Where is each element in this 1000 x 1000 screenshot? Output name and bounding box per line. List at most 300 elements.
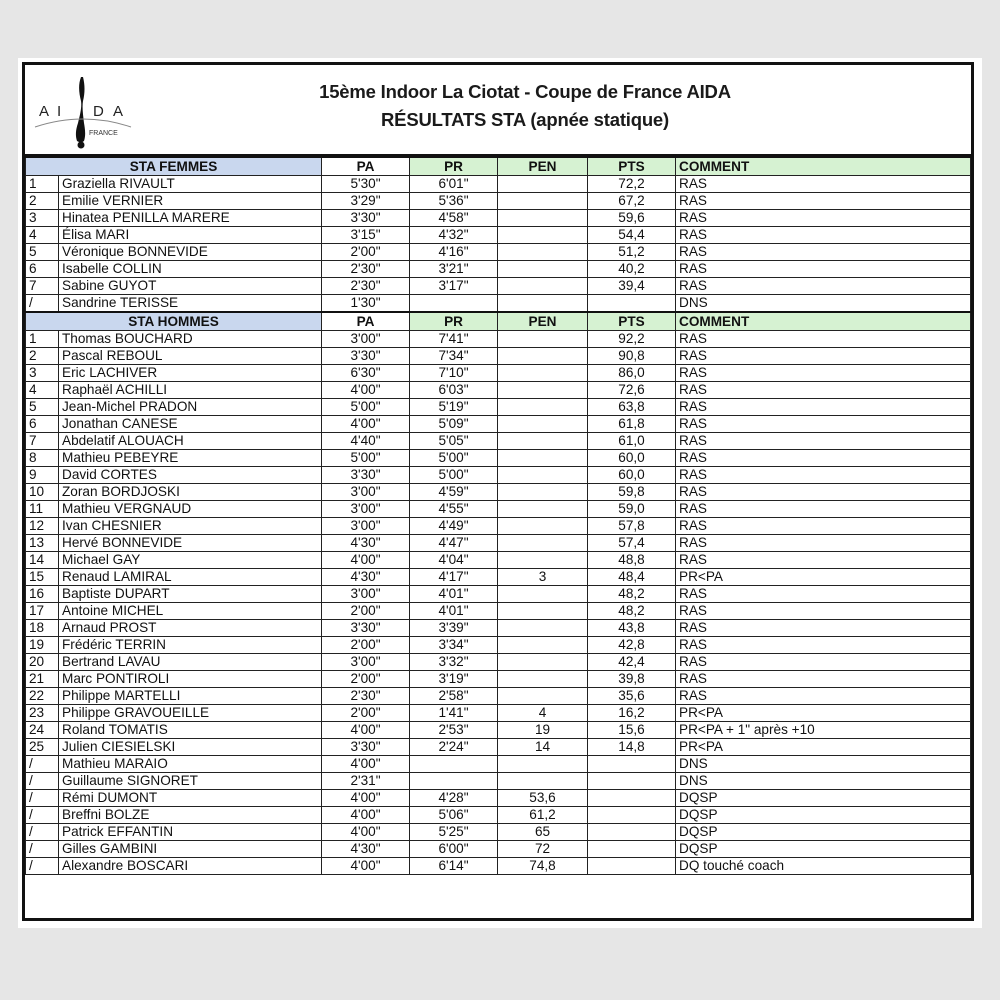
comment-cell: RAS — [676, 603, 971, 620]
comment-cell: RAS — [676, 620, 971, 637]
pa-cell: 2'00" — [322, 244, 410, 261]
table-row — [26, 552, 971, 569]
pa-cell: 5'00" — [322, 399, 410, 416]
pts-cell: 61,0 — [588, 433, 676, 450]
results-sheet — [18, 58, 982, 928]
athlete-name-cell: Julien CIESIELSKI — [59, 739, 322, 756]
section-title: STA HOMMES — [26, 312, 322, 331]
comment-cell: DQSP — [676, 824, 971, 841]
pts-cell — [588, 773, 676, 790]
table-row — [26, 416, 971, 433]
rank-cell: 8 — [26, 450, 59, 467]
rank-cell: 3 — [26, 210, 59, 227]
pa-cell: 4'40" — [322, 433, 410, 450]
rank-cell: 5 — [26, 244, 59, 261]
comment-cell: RAS — [676, 688, 971, 705]
pts-cell: 86,0 — [588, 365, 676, 382]
pts-cell: 92,2 — [588, 331, 676, 348]
pa-cell: 4'00" — [322, 756, 410, 773]
comment-cell: RAS — [676, 210, 971, 227]
pts-cell: 72,2 — [588, 176, 676, 193]
pr-cell: 4'16" — [410, 244, 498, 261]
pa-cell: 4'30" — [322, 535, 410, 552]
pr-cell: 2'53" — [410, 722, 498, 739]
rank-cell: 19 — [26, 637, 59, 654]
pen-cell — [498, 193, 588, 210]
rank-cell: 25 — [26, 739, 59, 756]
pts-cell: 35,6 — [588, 688, 676, 705]
table-row — [26, 705, 971, 722]
pts-cell: 42,8 — [588, 637, 676, 654]
column-header-pts: PTS — [588, 312, 676, 331]
table-row — [26, 399, 971, 416]
pen-cell — [498, 416, 588, 433]
comment-cell: RAS — [676, 671, 971, 688]
rank-cell: 1 — [26, 331, 59, 348]
athlete-name-cell: Raphaël ACHILLI — [59, 382, 322, 399]
pen-cell — [498, 637, 588, 654]
pr-cell: 2'24" — [410, 739, 498, 756]
pa-cell: 4'00" — [322, 790, 410, 807]
pr-cell: 4'47" — [410, 535, 498, 552]
pen-cell: 3 — [498, 569, 588, 586]
table-row — [26, 348, 971, 365]
comment-cell: RAS — [676, 467, 971, 484]
column-header-pts: PTS — [588, 157, 676, 176]
pr-cell: 4'01" — [410, 586, 498, 603]
pts-cell — [588, 756, 676, 773]
athlete-name-cell: Philippe GRAVOUEILLE — [59, 705, 322, 722]
table-row — [26, 739, 971, 756]
rank-cell: 6 — [26, 261, 59, 278]
column-header-pa: PA — [322, 157, 410, 176]
pa-cell: 3'30" — [322, 620, 410, 637]
athlete-name-cell: Arnaud PROST — [59, 620, 322, 637]
rank-cell: 16 — [26, 586, 59, 603]
pts-cell: 48,2 — [588, 603, 676, 620]
table-row — [26, 210, 971, 227]
rank-cell: 7 — [26, 278, 59, 295]
pen-cell — [498, 501, 588, 518]
pen-cell: 4 — [498, 705, 588, 722]
pts-cell: 39,8 — [588, 671, 676, 688]
rank-cell: 23 — [26, 705, 59, 722]
rank-cell: / — [26, 807, 59, 824]
table-row — [26, 382, 971, 399]
results-body — [26, 157, 971, 875]
table-row — [26, 671, 971, 688]
pr-cell: 5'09" — [410, 416, 498, 433]
pa-cell: 2'00" — [322, 603, 410, 620]
pa-cell: 4'00" — [322, 416, 410, 433]
athlete-name-cell: Philippe MARTELLI — [59, 688, 322, 705]
rank-cell: 9 — [26, 467, 59, 484]
pts-cell: 14,8 — [588, 739, 676, 756]
pts-cell — [588, 790, 676, 807]
pen-cell — [498, 484, 588, 501]
pr-cell: 7'34" — [410, 348, 498, 365]
comment-cell: RAS — [676, 637, 971, 654]
pts-cell: 43,8 — [588, 620, 676, 637]
rank-cell: 20 — [26, 654, 59, 671]
column-header-pen: PEN — [498, 312, 588, 331]
comment-cell: RAS — [676, 416, 971, 433]
pen-cell — [498, 603, 588, 620]
document-subtitle: RÉSULTATS STA (apnée statique) — [381, 109, 669, 130]
table-row — [26, 569, 971, 586]
title-block — [185, 81, 865, 131]
pen-cell — [498, 671, 588, 688]
column-header-pa: PA — [322, 312, 410, 331]
athlete-name-cell: Élisa MARI — [59, 227, 322, 244]
pa-cell: 3'00" — [322, 331, 410, 348]
comment-cell: RAS — [676, 278, 971, 295]
comment-cell: RAS — [676, 176, 971, 193]
pa-cell: 4'00" — [322, 552, 410, 569]
results-table — [25, 156, 971, 875]
pts-cell: 51,2 — [588, 244, 676, 261]
pen-cell — [498, 467, 588, 484]
results-frame — [22, 62, 974, 921]
athlete-name-cell: Mathieu PEBEYRE — [59, 450, 322, 467]
pr-cell: 4'58" — [410, 210, 498, 227]
diver-silhouette-icon — [76, 77, 85, 143]
comment-cell: DNS — [676, 773, 971, 790]
table-row — [26, 773, 971, 790]
pen-cell — [498, 450, 588, 467]
pr-cell — [410, 773, 498, 790]
comment-cell: RAS — [676, 433, 971, 450]
pa-cell: 3'15" — [322, 227, 410, 244]
pen-cell: 74,8 — [498, 858, 588, 875]
pen-cell: 53,6 — [498, 790, 588, 807]
rank-cell: 24 — [26, 722, 59, 739]
rank-cell: 18 — [26, 620, 59, 637]
pr-cell: 5'25" — [410, 824, 498, 841]
rank-cell: 2 — [26, 193, 59, 210]
pa-cell: 4'00" — [322, 824, 410, 841]
pts-cell — [588, 295, 676, 313]
rank-cell: / — [26, 756, 59, 773]
pr-cell: 3'17" — [410, 278, 498, 295]
table-row — [26, 756, 971, 773]
comment-cell: RAS — [676, 348, 971, 365]
pr-cell: 5'00" — [410, 450, 498, 467]
pa-cell: 5'30" — [322, 176, 410, 193]
pts-cell: 60,0 — [588, 467, 676, 484]
rank-cell: 13 — [26, 535, 59, 552]
aida-logo — [31, 71, 135, 149]
document-title: 15ème Indoor La Ciotat - Coupe de France AIDA — [319, 81, 731, 102]
pts-cell — [588, 824, 676, 841]
athlete-name-cell: Gilles GAMBINI — [59, 841, 322, 858]
pa-cell: 3'30" — [322, 739, 410, 756]
pen-cell — [498, 518, 588, 535]
athlete-name-cell: Bertrand LAVAU — [59, 654, 322, 671]
pts-cell — [588, 841, 676, 858]
comment-cell: RAS — [676, 535, 971, 552]
pts-cell: 63,8 — [588, 399, 676, 416]
pen-cell — [498, 348, 588, 365]
comment-cell: RAS — [676, 365, 971, 382]
section-header-row — [26, 157, 971, 176]
pts-cell: 59,0 — [588, 501, 676, 518]
pen-cell — [498, 365, 588, 382]
table-row — [26, 586, 971, 603]
rank-cell: / — [26, 773, 59, 790]
pa-cell: 3'30" — [322, 348, 410, 365]
pen-cell — [498, 688, 588, 705]
pa-cell: 3'00" — [322, 654, 410, 671]
comment-cell: RAS — [676, 484, 971, 501]
comment-cell: RAS — [676, 382, 971, 399]
pen-cell — [498, 227, 588, 244]
pr-cell: 5'36" — [410, 193, 498, 210]
pr-cell: 7'41" — [410, 331, 498, 348]
pa-cell: 5'00" — [322, 450, 410, 467]
table-row — [26, 365, 971, 382]
table-row — [26, 824, 971, 841]
section-header-row — [26, 312, 971, 331]
pa-cell: 2'00" — [322, 705, 410, 722]
pa-cell: 4'00" — [322, 807, 410, 824]
comment-cell: RAS — [676, 586, 971, 603]
comment-cell: PR<PA — [676, 739, 971, 756]
logo-letter-d: D — [93, 103, 104, 120]
comment-cell: RAS — [676, 501, 971, 518]
comment-cell: DQSP — [676, 807, 971, 824]
rank-cell: / — [26, 858, 59, 875]
pa-cell: 3'00" — [322, 586, 410, 603]
pts-cell: 60,0 — [588, 450, 676, 467]
comment-cell: DQSP — [676, 790, 971, 807]
comment-cell: RAS — [676, 193, 971, 210]
pts-cell: 59,6 — [588, 210, 676, 227]
pa-cell: 4'00" — [322, 722, 410, 739]
pen-cell: 61,2 — [498, 807, 588, 824]
athlete-name-cell: Eric LACHIVER — [59, 365, 322, 382]
pa-cell: 4'30" — [322, 841, 410, 858]
pen-cell — [498, 295, 588, 313]
athlete-name-cell: Hinatea PENILLA MARERE — [59, 210, 322, 227]
pr-cell: 5'06" — [410, 807, 498, 824]
pts-cell: 48,8 — [588, 552, 676, 569]
athlete-name-cell: Renaud LAMIRAL — [59, 569, 322, 586]
pa-cell: 2'00" — [322, 671, 410, 688]
pr-cell: 4'01" — [410, 603, 498, 620]
rank-cell: / — [26, 824, 59, 841]
rank-cell: / — [26, 295, 59, 313]
pts-cell: 59,8 — [588, 484, 676, 501]
pts-cell: 48,2 — [588, 586, 676, 603]
pr-cell: 2'58" — [410, 688, 498, 705]
pen-cell — [498, 176, 588, 193]
pa-cell: 2'31" — [322, 773, 410, 790]
rank-cell: / — [26, 841, 59, 858]
athlete-name-cell: Ivan CHESNIER — [59, 518, 322, 535]
rank-cell: 11 — [26, 501, 59, 518]
pen-cell: 65 — [498, 824, 588, 841]
rank-cell: 22 — [26, 688, 59, 705]
table-row — [26, 790, 971, 807]
pa-cell: 3'00" — [322, 501, 410, 518]
rank-cell: 6 — [26, 416, 59, 433]
athlete-name-cell: Guillaume SIGNORET — [59, 773, 322, 790]
table-row — [26, 484, 971, 501]
rank-cell: 4 — [26, 227, 59, 244]
table-row — [26, 193, 971, 210]
pr-cell: 4'59" — [410, 484, 498, 501]
table-row — [26, 620, 971, 637]
athlete-name-cell: Rémi DUMONT — [59, 790, 322, 807]
athlete-name-cell: Marc PONTIROLI — [59, 671, 322, 688]
pts-cell: 72,6 — [588, 382, 676, 399]
table-row — [26, 261, 971, 278]
logo-subtext: FRANCE — [89, 130, 118, 137]
column-header-pr: PR — [410, 157, 498, 176]
athlete-name-cell: Isabelle COLLIN — [59, 261, 322, 278]
pa-cell: 4'30" — [322, 569, 410, 586]
table-row — [26, 535, 971, 552]
pr-cell: 4'49" — [410, 518, 498, 535]
pr-cell: 3'21" — [410, 261, 498, 278]
pen-cell: 14 — [498, 739, 588, 756]
athlete-name-cell: Véronique BONNEVIDE — [59, 244, 322, 261]
pen-cell: 72 — [498, 841, 588, 858]
rank-cell: 7 — [26, 433, 59, 450]
rank-cell: 3 — [26, 365, 59, 382]
rank-cell: 1 — [26, 176, 59, 193]
athlete-name-cell: Zoran BORDJOSKI — [59, 484, 322, 501]
table-row — [26, 518, 971, 535]
pen-cell: 19 — [498, 722, 588, 739]
comment-cell: PR<PA — [676, 569, 971, 586]
table-row — [26, 637, 971, 654]
comment-cell: RAS — [676, 227, 971, 244]
athlete-name-cell: Michael GAY — [59, 552, 322, 569]
athlete-name-cell: Hervé BONNEVIDE — [59, 535, 322, 552]
comment-cell: DNS — [676, 295, 971, 313]
comment-cell: RAS — [676, 450, 971, 467]
pr-cell: 5'05" — [410, 433, 498, 450]
pen-cell — [498, 552, 588, 569]
pen-cell — [498, 620, 588, 637]
rank-cell: 15 — [26, 569, 59, 586]
table-row — [26, 603, 971, 620]
pr-cell: 4'17" — [410, 569, 498, 586]
athlete-name-cell: Mathieu VERGNAUD — [59, 501, 322, 518]
rank-cell: 17 — [26, 603, 59, 620]
pts-cell: 40,2 — [588, 261, 676, 278]
pts-cell — [588, 858, 676, 875]
pa-cell: 3'30" — [322, 467, 410, 484]
pa-cell: 3'00" — [322, 518, 410, 535]
pen-cell — [498, 244, 588, 261]
athlete-name-cell: Antoine MICHEL — [59, 603, 322, 620]
pa-cell: 2'30" — [322, 278, 410, 295]
pr-cell: 5'00" — [410, 467, 498, 484]
pen-cell — [498, 586, 588, 603]
pen-cell — [498, 535, 588, 552]
pts-cell: 67,2 — [588, 193, 676, 210]
pts-cell: 57,8 — [588, 518, 676, 535]
pr-cell: 6'00" — [410, 841, 498, 858]
table-row — [26, 295, 971, 313]
pr-cell: 4'04" — [410, 552, 498, 569]
pen-cell — [498, 331, 588, 348]
pr-cell: 4'55" — [410, 501, 498, 518]
athlete-name-cell: Sandrine TERISSE — [59, 295, 322, 313]
rank-cell: 14 — [26, 552, 59, 569]
table-row — [26, 450, 971, 467]
pen-cell — [498, 773, 588, 790]
pts-cell: 48,4 — [588, 569, 676, 586]
athlete-name-cell: Breffni BOLZE — [59, 807, 322, 824]
pr-cell: 5'19" — [410, 399, 498, 416]
table-row — [26, 433, 971, 450]
rank-cell: 5 — [26, 399, 59, 416]
pen-cell — [498, 399, 588, 416]
pts-cell: 90,8 — [588, 348, 676, 365]
athlete-name-cell: Frédéric TERRIN — [59, 637, 322, 654]
rank-cell: 21 — [26, 671, 59, 688]
pr-cell: 3'19" — [410, 671, 498, 688]
pa-cell: 4'00" — [322, 858, 410, 875]
pen-cell — [498, 433, 588, 450]
pa-cell: 3'30" — [322, 210, 410, 227]
comment-cell: RAS — [676, 331, 971, 348]
athlete-name-cell: Roland TOMATIS — [59, 722, 322, 739]
comment-cell: RAS — [676, 654, 971, 671]
section-title: STA FEMMES — [26, 157, 322, 176]
comment-cell: PR<PA — [676, 705, 971, 722]
pr-cell: 6'01" — [410, 176, 498, 193]
pts-cell: 54,4 — [588, 227, 676, 244]
pa-cell: 6'30" — [322, 365, 410, 382]
pa-cell: 3'00" — [322, 484, 410, 501]
document-header — [25, 65, 971, 156]
pr-cell: 4'28" — [410, 790, 498, 807]
pr-cell: 6'14" — [410, 858, 498, 875]
pr-cell: 3'32" — [410, 654, 498, 671]
athlete-name-cell: Sabine GUYOT — [59, 278, 322, 295]
table-row — [26, 227, 971, 244]
table-row — [26, 467, 971, 484]
pr-cell — [410, 756, 498, 773]
comment-cell: DQSP — [676, 841, 971, 858]
pts-cell — [588, 807, 676, 824]
logo-letter-a2: A — [113, 103, 124, 120]
logo-letter-i: I — [57, 103, 62, 120]
column-header-comment: COMMENT — [676, 157, 971, 176]
athlete-name-cell: Mathieu MARAIO — [59, 756, 322, 773]
athlete-name-cell: Pascal REBOUL — [59, 348, 322, 365]
athlete-name-cell: Patrick EFFANTIN — [59, 824, 322, 841]
athlete-name-cell: Alexandre BOSCARI — [59, 858, 322, 875]
pen-cell — [498, 756, 588, 773]
table-row — [26, 501, 971, 518]
pr-cell: 7'10" — [410, 365, 498, 382]
athlete-name-cell: Baptiste DUPART — [59, 586, 322, 603]
table-row — [26, 841, 971, 858]
athlete-name-cell: Jean-Michel PRADON — [59, 399, 322, 416]
pa-cell: 2'30" — [322, 688, 410, 705]
column-header-pen: PEN — [498, 157, 588, 176]
rank-cell: 10 — [26, 484, 59, 501]
table-row — [26, 807, 971, 824]
rank-cell: / — [26, 790, 59, 807]
table-row — [26, 858, 971, 875]
